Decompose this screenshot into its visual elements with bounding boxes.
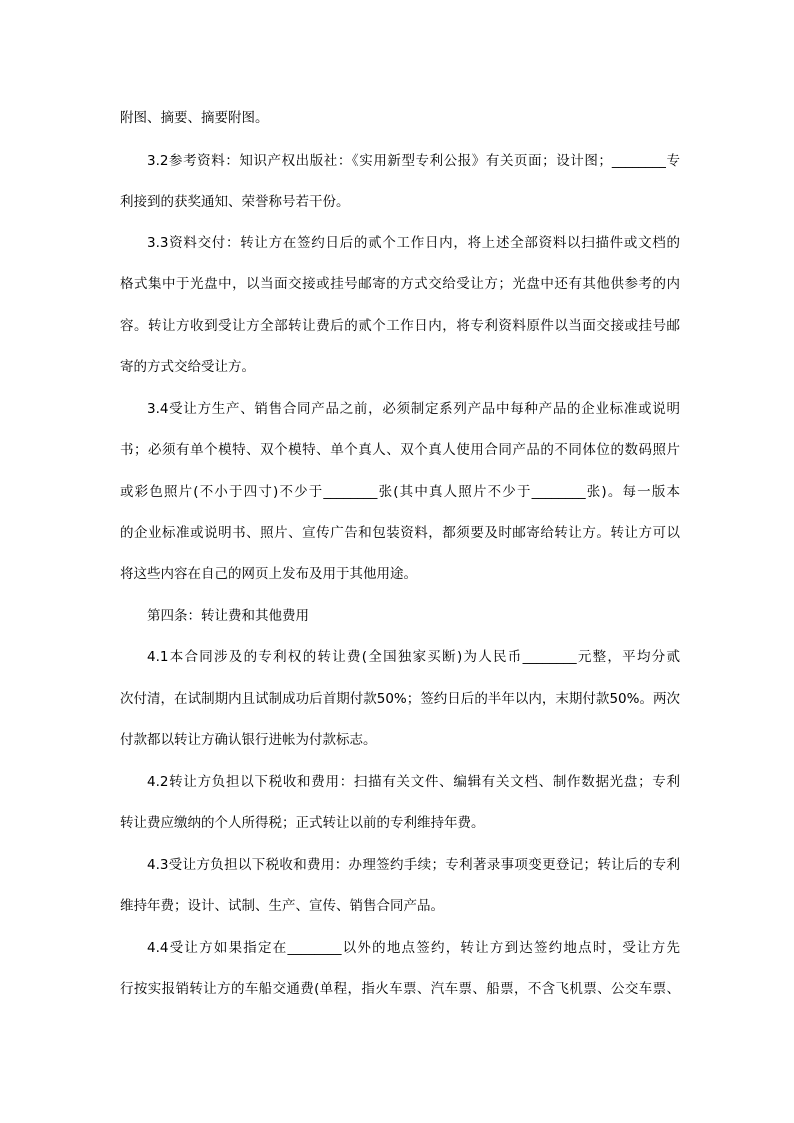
text-line: 容。转让方收到受让方全部转让费后的贰个工作日内，将专利资料原件以当面交接或挂号邮 — [120, 318, 680, 334]
text-line: 或彩色照片(不小于四寸)不少于________张(其中真人照片不少于________张)。每一版本 — [120, 484, 680, 500]
text-line: 寄的方式交给受让方。 — [120, 359, 255, 375]
text-line: 4.1本合同涉及的专利权的转让费(全国独家买断)为人民币________元整，平均分贰 — [147, 649, 680, 665]
text-line: 行按实报销转让方的车船交通费(单程，指火车票、汽车票、船票，不含飞机票、公交车票、 — [120, 981, 680, 997]
text-line: 利接到的获奖通知、荣誉称号若干份。 — [120, 194, 350, 210]
text-line: 附图、摘要、摘要附图。 — [120, 110, 269, 126]
text-line: 的企业标准或说明书、照片、宣传广告和包装资料，都须要及时邮寄给转让方。转让方可以 — [120, 525, 680, 541]
text-line: 4.2转让方负担以下税收和费用：扫描有关文件、编辑有关文档、制作数据光盘；专利 — [147, 774, 680, 790]
text-line: 3.3资料交付：转让方在签约日后的贰个工作日内，将上述全部资料以扫描件或文档的 — [147, 235, 680, 251]
section-heading: 第四条：转让费和其他费用 — [147, 608, 309, 624]
text-line: 3.2参考资料：知识产权出版社：《实用新型专利公报》有关页面；设计图；________专 — [147, 153, 680, 169]
text-line: 转让费应缴纳的个人所得税；正式转让以前的专利维持年费。 — [120, 815, 485, 831]
text-line: 3.4受让方生产、销售合同产品之前，必须制定系列产品中每种产品的企业标准或说明 — [147, 401, 680, 417]
text-line: 4.3受让方负担以下税收和费用：办理签约手续；专利著录事项变更登记；转让后的专利 — [147, 857, 680, 873]
text-line: 书；必须有单个模特、双个模特、单个真人、双个真人使用合同产品的不同体位的数码照片 — [120, 442, 680, 458]
text-line: 次付清，在试制期内且试制成功后首期付款50%；签约日后的半年以内，末期付款50%。两次 — [120, 691, 680, 707]
text-line: 4.4受让方如果指定在________以外的地点签约，转让方到达签约地点时，受让方先 — [147, 940, 680, 956]
text-line: 格式集中于光盘中，以当面交接或挂号邮寄的方式交给受让方；光盘中还有其他供参考的内 — [120, 276, 680, 292]
text-line: 维持年费；设计、试制、生产、宣传、销售合同产品。 — [120, 898, 444, 914]
text-line: 付款都以转让方确认银行进帐为付款标志。 — [120, 732, 377, 748]
text-line: 将这些内容在自己的网页上发布及用于其他用途。 — [120, 566, 417, 582]
